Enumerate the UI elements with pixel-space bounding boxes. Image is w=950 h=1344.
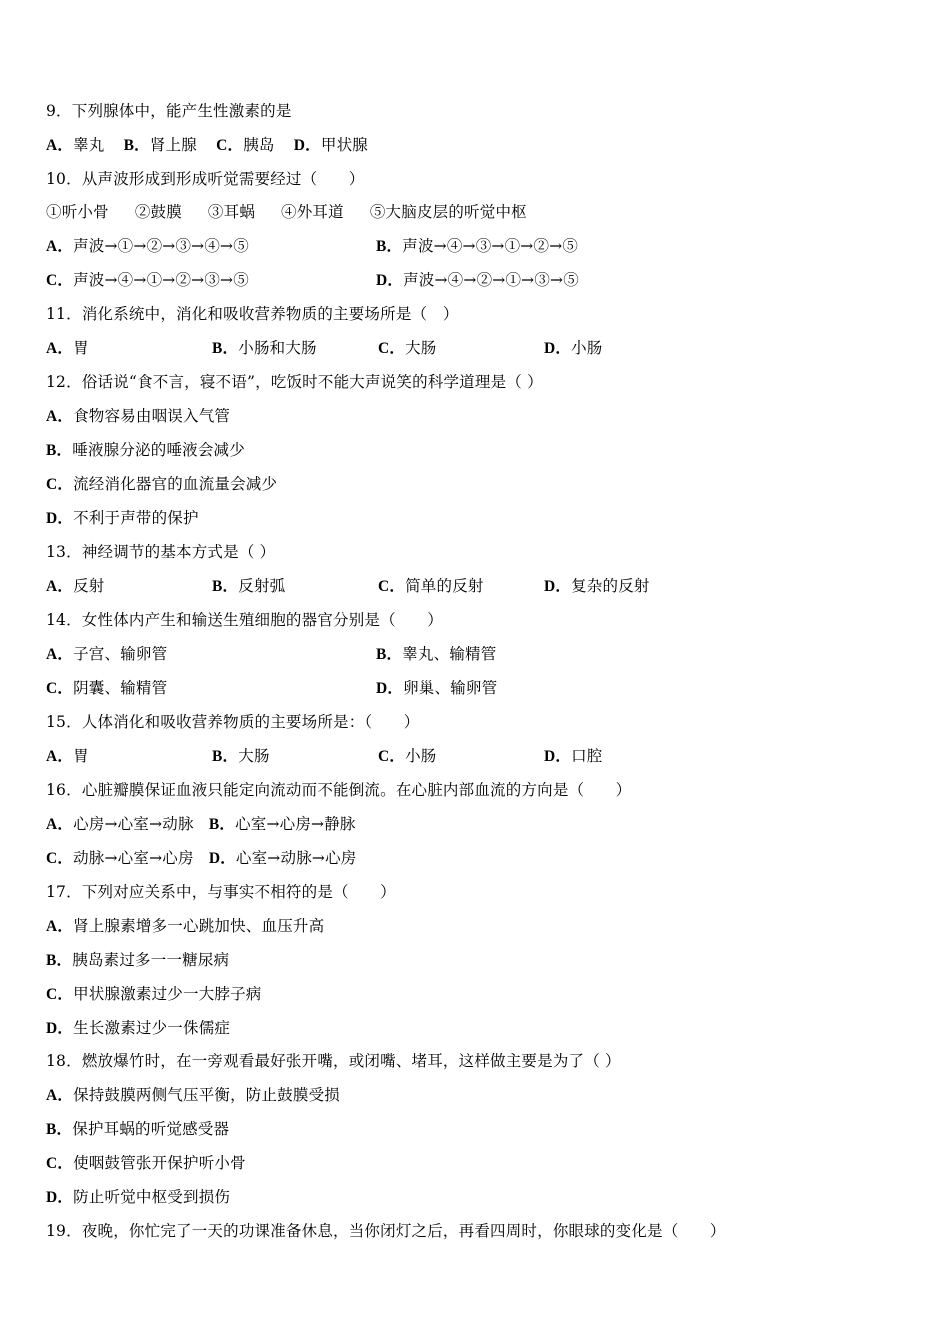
question-17-stem: 17．下列对应关系中，与事实不相符的是（ ） xyxy=(46,883,396,901)
option-b: B．心室→心房→静脉 xyxy=(208,815,356,833)
question-12-option-d: D．不利于声带的保护 xyxy=(46,509,199,527)
question-15-stem: 15．人体消化和吸收营养物质的主要场所是：（ ） xyxy=(46,713,420,731)
question-17-option-c: C．甲状腺激素过少一大脖子病 xyxy=(46,985,262,1003)
question-11-options xyxy=(46,336,603,360)
option-c: C．胰岛 xyxy=(216,136,275,154)
option-b: B．肾上腺 xyxy=(123,136,197,154)
option-c: C．小肠 xyxy=(378,747,437,765)
option-c: C．阴囊、输精管 xyxy=(46,679,168,697)
option-c: C．大肠 xyxy=(378,339,437,357)
option-c: C．声波→④→①→②→③→⑤ xyxy=(46,271,249,289)
question-14-options-row1 xyxy=(46,642,496,666)
option-d: D．小肠 xyxy=(544,339,603,357)
item-4: ④外耳道 xyxy=(281,203,344,221)
question-9-options xyxy=(46,133,368,157)
option-d: D．甲状腺 xyxy=(293,136,368,154)
option-b: B．小肠和大肠 xyxy=(212,339,317,357)
question-9-stem: 9．下列腺体中，能产生性激素的是 xyxy=(46,102,292,120)
question-13-options xyxy=(46,574,650,598)
question-12-option-c: C．流经消化器官的血流量会减少 xyxy=(46,475,278,493)
question-10-options-row2 xyxy=(46,268,579,292)
option-a: A．反射 xyxy=(46,577,105,595)
item-2: ②鼓膜 xyxy=(134,203,182,221)
option-b: B．睾丸、输精管 xyxy=(376,645,497,663)
question-14-stem: 14．女性体内产生和输送生殖细胞的器官分别是（ ） xyxy=(46,611,443,629)
question-18-option-a: A．保持鼓膜两侧气压平衡，防止鼓膜受损 xyxy=(46,1086,340,1104)
option-a: A．心房→心室→动脉 xyxy=(46,815,194,833)
question-11-stem: 11．消化系统中，消化和吸收营养物质的主要场所是（ ） xyxy=(46,305,459,323)
option-d: D．口腔 xyxy=(544,747,603,765)
item-5: ⑤大脑皮层的听觉中枢 xyxy=(369,203,527,221)
question-17-option-d: D．生长激素过少一侏儒症 xyxy=(46,1019,231,1037)
option-a: A．胃 xyxy=(46,339,89,357)
question-14-options-row2 xyxy=(46,676,497,700)
option-d: D．卵巢、输卵管 xyxy=(376,679,498,697)
question-19-stem: 19．夜晚，你忙完了一天的功课准备休息，当你闭灯之后，再看四周时，你眼球的变化是（ ） xyxy=(46,1222,726,1240)
question-10-items xyxy=(46,200,553,224)
option-c: C．简单的反射 xyxy=(378,577,484,595)
option-c: C．动脉→心室→心房 xyxy=(46,849,194,867)
question-12-stem: 12．俗话说“食不言，寝不语”，吃饭时不能大声说笑的科学道理是（ ） xyxy=(46,373,543,391)
option-b: B．大肠 xyxy=(212,747,270,765)
question-18-option-d: D．防止听觉中枢受到损伤 xyxy=(46,1188,231,1206)
item-3: ③耳蜗 xyxy=(207,203,256,221)
question-16-options-row1 xyxy=(46,812,356,836)
item-1: ①听小骨 xyxy=(46,203,109,221)
option-a: A．声波→①→②→③→④→⑤ xyxy=(46,237,249,255)
question-13-stem: 13．神经调节的基本方式是（ ） xyxy=(46,543,276,561)
option-b: B．声波→④→③→①→②→⑤ xyxy=(376,237,579,255)
option-d: D．声波→④→②→①→③→⑤ xyxy=(376,271,579,289)
question-12-option-a: A．食物容易由咽误入气管 xyxy=(46,407,231,425)
question-12-option-b: B．唾液腺分泌的唾液会减少 xyxy=(46,441,245,459)
option-a: A．睾丸 xyxy=(46,136,105,154)
option-a: A．子宫、输卵管 xyxy=(46,645,168,663)
option-d: D．复杂的反射 xyxy=(544,577,650,595)
question-18-option-c: C．使咽鼓管张开保护听小骨 xyxy=(46,1154,246,1172)
question-15-options xyxy=(46,744,603,768)
option-d: D．心室→动脉→心房 xyxy=(208,849,357,867)
question-16-stem: 16．心脏瓣膜保证血液只能定向流动而不能倒流。在心脏内部血流的方向是（ ） xyxy=(46,781,632,799)
question-18-option-b: B．保护耳蜗的听觉感受器 xyxy=(46,1120,230,1138)
question-17-option-a: A．肾上腺素增多一心跳加快、血压升高 xyxy=(46,917,325,935)
option-a: A．胃 xyxy=(46,747,89,765)
question-17-option-b: B．胰岛素过多一一糖尿病 xyxy=(46,951,230,969)
question-10-options-row1 xyxy=(46,234,578,258)
question-18-stem: 18．燃放爆竹时，在一旁观看最好张开嘴，或闭嘴、堵耳，这样做主要是为了（ ） xyxy=(46,1052,621,1070)
option-b: B．反射弧 xyxy=(212,577,286,595)
question-16-options-row2 xyxy=(46,846,356,870)
question-10-stem: 10．从声波形成到形成听觉需要经过（ ） xyxy=(46,170,365,188)
